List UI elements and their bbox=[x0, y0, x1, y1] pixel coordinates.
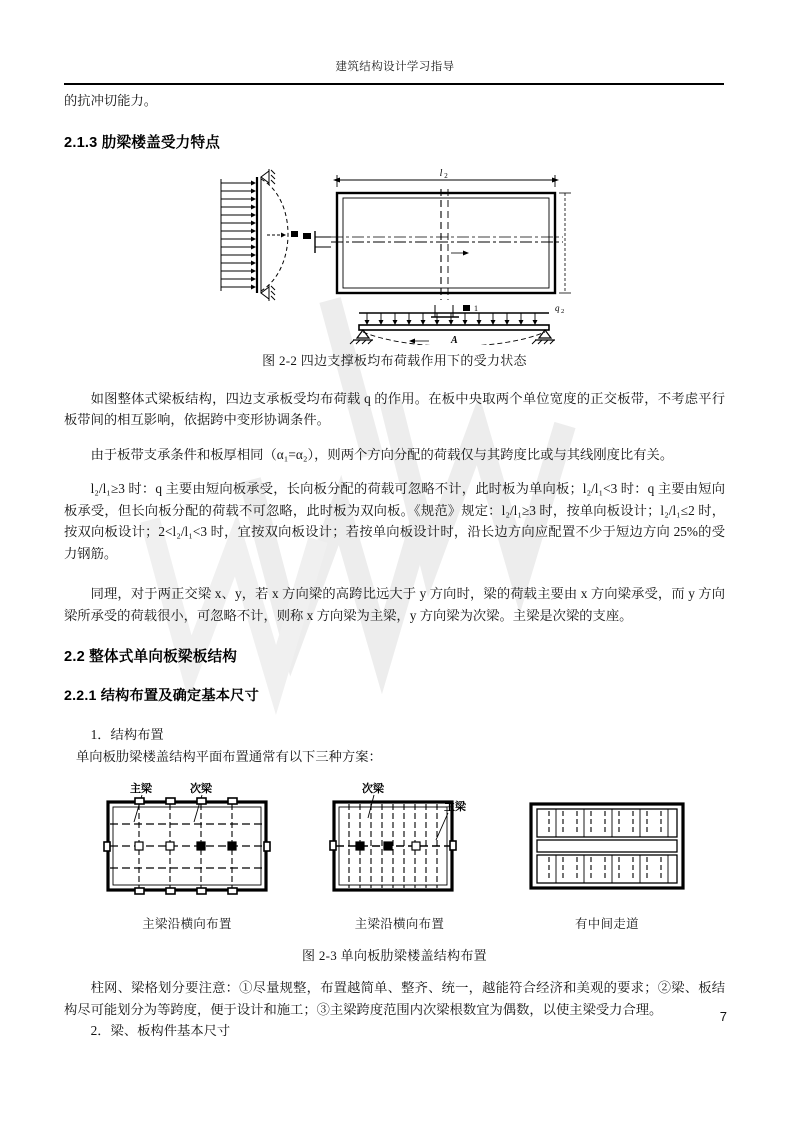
page-content bbox=[64, 90, 725, 1042]
panel-1-label-main-beam: 主梁 bbox=[130, 783, 152, 795]
paragraph-5: 柱网、梁格划分要注意：①尽量规整，布置越简单、整齐、统一，越能符合经济和美观的要求；②梁、板结构尽可能划分为等跨度，便于设计和施工；③主梁跨度范围内次梁根数宜为偶数，以使主梁受力合理。 bbox=[64, 980, 725, 1017]
figure-2-3-panel-1-drawing bbox=[98, 780, 276, 902]
figure-2-3-caption: 图 2-3 单向板肋梁楼盖结构布置 bbox=[302, 948, 487, 963]
svg-text:2: 2 bbox=[561, 307, 565, 315]
figure-2-2-caption: 图 2-2 四边支撑板均布荷载作用下的受力状态 bbox=[262, 352, 527, 368]
figure-2-3-panel-2-caption: 主梁沿横向布置 bbox=[354, 917, 445, 931]
figure-2-3-panel-2-drawing bbox=[322, 780, 477, 902]
figure-2-3 bbox=[64, 780, 725, 932]
figure-2-2-label-section-1: 1 bbox=[474, 303, 478, 313]
heading-2-1-3: 2.1.3 肋梁楼盖受力特点 bbox=[64, 134, 221, 151]
paragraph-3: l₂/l₁≥3 时：q 主要由短向板承受，长向板分配的荷载可忽略不计，此时板为单向板；l₂/l₁<3 时：q 主要由短向板承受，但长向板分配的荷载不可忽略，此时板为双向板。《规范》规定：l₂/l₁≥3 时，按单向板设计；l₂/l₁≤2 时，按双向板设计；2<l₂/l₁<3 时，宜按双向板设计；若按单向板设计时，沿长边方向应配置不少于短边方向 25%的受力钢筋。 bbox=[64, 481, 725, 561]
figure-2-3-panel-2 bbox=[322, 780, 477, 932]
list-item-1: 1．结构布置 bbox=[90, 727, 164, 742]
figure-2-3-panel-3 bbox=[523, 780, 691, 932]
figure-2-3-panel-3-caption: 有中间走道 bbox=[575, 917, 639, 931]
paragraph-4: 同理，对于两正交梁 x、y，若 x 方向梁的高跨比远大于 y 方向时，梁的荷载主要由 x 方向梁承受，而 y 方向梁所承受的荷载很小，可忽略不计，则称 x 方向梁为主梁，y 方向梁为次梁。主梁是次梁的支座。 bbox=[64, 586, 725, 623]
page-header-title: 建筑结构设计学习指导 bbox=[335, 61, 455, 73]
paragraph-2: 由于板带支承条件和板厚相同（α₁=α₂），则两个方向分配的荷载仅与其跨度比或与其线刚度比有关。 bbox=[90, 446, 674, 462]
svg-text:2: 2 bbox=[444, 171, 448, 180]
list-item-2: 2．梁、板构件基本尺寸 bbox=[90, 1023, 231, 1038]
panel-2-label-secondary-beam: 次梁 bbox=[362, 783, 384, 795]
figure-2-2 bbox=[64, 165, 725, 350]
list-item-1-text: 单向板肋梁楼盖结构平面布置通常有以下三种方案： bbox=[76, 748, 382, 764]
figure-2-2-drawing bbox=[219, 165, 579, 345]
figure-2-2-label-l2: l bbox=[439, 167, 443, 179]
figure-2-2-label-A2: A bbox=[451, 334, 458, 345]
figure-2-3-panel-3-drawing bbox=[523, 780, 691, 902]
heading-2-2: 2.2 整体式单向板梁板结构 bbox=[64, 649, 238, 665]
panel-2-label-main-beam: 主梁 bbox=[444, 801, 466, 813]
figure-2-2-label-q2: q bbox=[555, 302, 560, 313]
figure-2-3-panel-1 bbox=[98, 780, 276, 932]
header-divider bbox=[64, 83, 724, 85]
continuation-line: 的抗冲切能力。 bbox=[64, 93, 158, 108]
page-number: 7 bbox=[719, 1009, 727, 1024]
paragraph-1: 如图整体式梁板结构，四边支承板受均布荷载 q 的作用。在板中央取两个单位宽度的正交板带，不考虑平行板带间的相互影响，依据跨中变形协调条件。 bbox=[64, 390, 725, 427]
heading-2-2-1: 2.2.1 结构布置及确定基本尺寸 bbox=[64, 688, 259, 704]
figure-2-3-panel-1-caption: 主梁沿横向布置 bbox=[142, 917, 232, 931]
panel-1-label-secondary-beam: 次梁 bbox=[190, 783, 212, 795]
